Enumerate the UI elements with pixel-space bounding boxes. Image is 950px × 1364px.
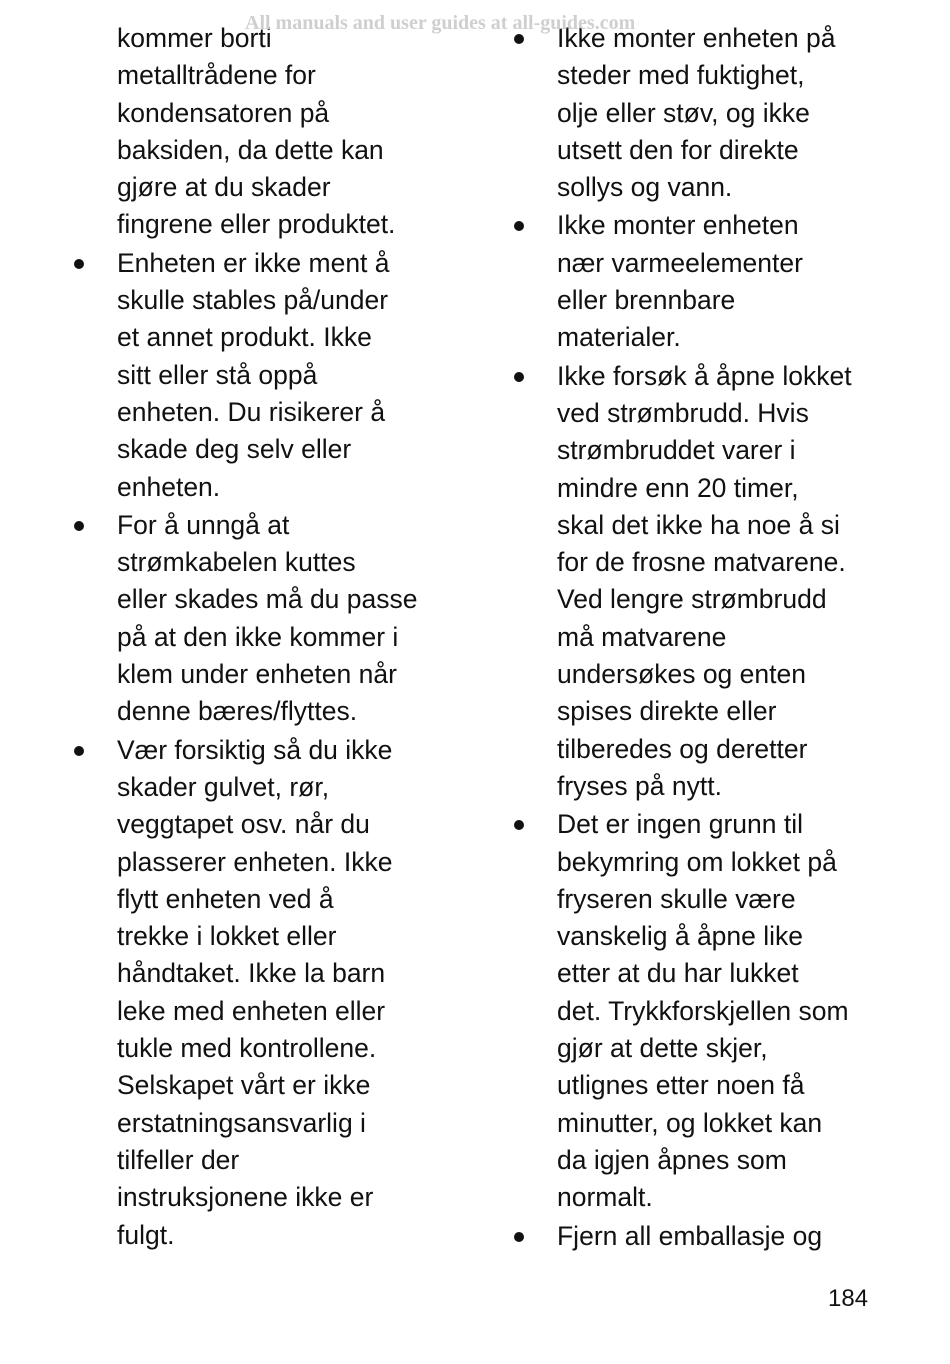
text-line: materialer. bbox=[557, 322, 681, 353]
bullet-text bbox=[557, 207, 882, 356]
bullet-text bbox=[557, 1218, 882, 1255]
watermark-text: All manuals and user guides at all-guides.com bbox=[245, 12, 636, 34]
right-column bbox=[512, 20, 882, 1255]
text-line: fingrene eller produktet. bbox=[117, 209, 396, 240]
text-line: skader gulvet, rør, bbox=[117, 771, 330, 802]
bullet-item-stacking bbox=[72, 245, 437, 506]
text-line: Det er ingen grunn til bbox=[557, 809, 804, 840]
text-line: leke med enheten eller bbox=[117, 995, 386, 1026]
text-line: vanskelig å åpne like bbox=[557, 921, 804, 952]
text-line: veggtapet osv. når du bbox=[117, 809, 370, 840]
text-line: For å unngå at bbox=[117, 509, 290, 540]
bullet-dot-icon bbox=[514, 820, 524, 830]
text-line: Ikke monter enheten på bbox=[557, 23, 836, 53]
continued-paragraph bbox=[72, 20, 437, 244]
bullet-text bbox=[557, 358, 882, 806]
text-line: spises direkte eller bbox=[557, 696, 777, 727]
bullet-text bbox=[117, 507, 437, 731]
text-line: trekke i lokket eller bbox=[117, 921, 337, 952]
text-line: nær varmeelementer bbox=[557, 247, 803, 278]
text-line: enheten. Du risikerer å bbox=[117, 396, 386, 427]
text-line: gjør at dette skjer, bbox=[557, 1033, 768, 1064]
text-line: kommer borti bbox=[117, 23, 272, 53]
text-line: enheten. bbox=[117, 471, 221, 502]
text-line: tilfeller der bbox=[117, 1144, 240, 1175]
text-line: undersøkes og enten bbox=[557, 659, 806, 690]
text-line: minutter, og lokket kan bbox=[557, 1107, 823, 1138]
text-line: fryses på nytt. bbox=[557, 770, 722, 801]
text-line: strømbruddet varer i bbox=[557, 435, 796, 466]
page-number: 184 bbox=[828, 1285, 869, 1312]
text-line: gjøre at du skader bbox=[117, 172, 331, 203]
text-line: kondensatoren på bbox=[117, 97, 330, 128]
left-column bbox=[72, 20, 437, 1254]
text-line: skulle stables på/under bbox=[117, 285, 389, 316]
text-line: et annet produkt. Ikke bbox=[117, 322, 372, 353]
text-line: må matvarene bbox=[557, 621, 727, 652]
text-line: Fjern all emballasje og bbox=[557, 1220, 823, 1251]
bullet-text bbox=[117, 732, 437, 1254]
text-line: skal det ikke ha noe å si bbox=[557, 509, 840, 540]
bullet-item-packaging bbox=[512, 1218, 882, 1255]
bullet-item-power-outage bbox=[512, 358, 882, 806]
text-line: klem under enheten når bbox=[117, 659, 397, 690]
bullet-item-power-cable bbox=[72, 507, 437, 731]
text-line: etter at du har lukket bbox=[557, 958, 799, 989]
bullet-dot-icon bbox=[74, 259, 84, 269]
text-line: det. Trykkforskjellen som bbox=[557, 995, 849, 1026]
text-line: eller brennbare bbox=[557, 285, 736, 316]
text-line: Ved lengre strømbrudd bbox=[557, 584, 827, 615]
bullet-item-heat-sources bbox=[512, 207, 882, 356]
bullet-dot-icon bbox=[514, 1232, 524, 1242]
text-line: tukle med kontrollene. bbox=[117, 1033, 377, 1064]
text-line: bekymring om lokket på bbox=[557, 846, 837, 877]
text-line: utlignes etter noen få bbox=[557, 1070, 805, 1101]
text-line: sitt eller stå oppå bbox=[117, 359, 318, 390]
bullet-item-humidity bbox=[512, 20, 882, 206]
text-line: på at den ikke kommer i bbox=[117, 621, 399, 652]
bullet-dot-icon bbox=[514, 372, 524, 382]
text-line: Ikke forsøk å åpne lokket bbox=[557, 360, 852, 391]
text-line: fryseren skulle være bbox=[557, 883, 796, 914]
bullet-item-careful-placement bbox=[72, 732, 437, 1254]
text-line: Ikke monter enheten bbox=[557, 210, 799, 241]
bullet-text bbox=[557, 806, 882, 1216]
text-line: fulgt. bbox=[117, 1219, 175, 1250]
text-line: baksiden, da dette kan bbox=[117, 134, 384, 165]
text-line: for de frosne matvarene. bbox=[557, 547, 846, 578]
bullet-dot-icon bbox=[74, 521, 84, 531]
bullet-text bbox=[117, 245, 437, 506]
text-line: Vær forsiktig så du ikke bbox=[117, 734, 393, 765]
text-line: denne bæres/flyttes. bbox=[117, 696, 358, 727]
text-line: Enheten er ikke ment å bbox=[117, 247, 390, 278]
text-line: håndtaket. Ikke la barn bbox=[117, 958, 386, 989]
text-line: Selskapet vårt er ikke bbox=[117, 1070, 371, 1101]
text-line: mindre enn 20 timer, bbox=[557, 472, 799, 503]
text-line: ved strømbrudd. Hvis bbox=[557, 397, 809, 428]
text-line: da igjen åpnes som bbox=[557, 1144, 787, 1175]
text-line: normalt. bbox=[557, 1182, 653, 1213]
text-line: strømkabelen kuttes bbox=[117, 547, 356, 578]
bullet-dot-icon bbox=[74, 746, 84, 756]
bullet-dot-icon bbox=[514, 221, 524, 231]
bullet-item-lid-pressure bbox=[512, 806, 882, 1216]
text-line: steder med fuktighet, bbox=[557, 60, 805, 91]
text-line: skade deg selv eller bbox=[117, 434, 352, 465]
text-line: flytt enheten ved å bbox=[117, 883, 334, 914]
text-line: metalltrådene for bbox=[117, 60, 316, 91]
text-line: olje eller støv, og ikke bbox=[557, 97, 810, 128]
text-line: instruksjonene ikke er bbox=[117, 1182, 374, 1213]
text-line: erstatningsansvarlig i bbox=[117, 1107, 366, 1138]
text-line: sollys og vann. bbox=[557, 172, 733, 203]
text-line: tilberedes og deretter bbox=[557, 733, 808, 764]
bullet-text bbox=[557, 20, 882, 206]
text-line: plasserer enheten. Ikke bbox=[117, 846, 393, 877]
text-line: utsett den for direkte bbox=[557, 134, 799, 165]
text-line: eller skades må du passe bbox=[117, 584, 418, 615]
bullet-dot-icon bbox=[514, 34, 524, 44]
